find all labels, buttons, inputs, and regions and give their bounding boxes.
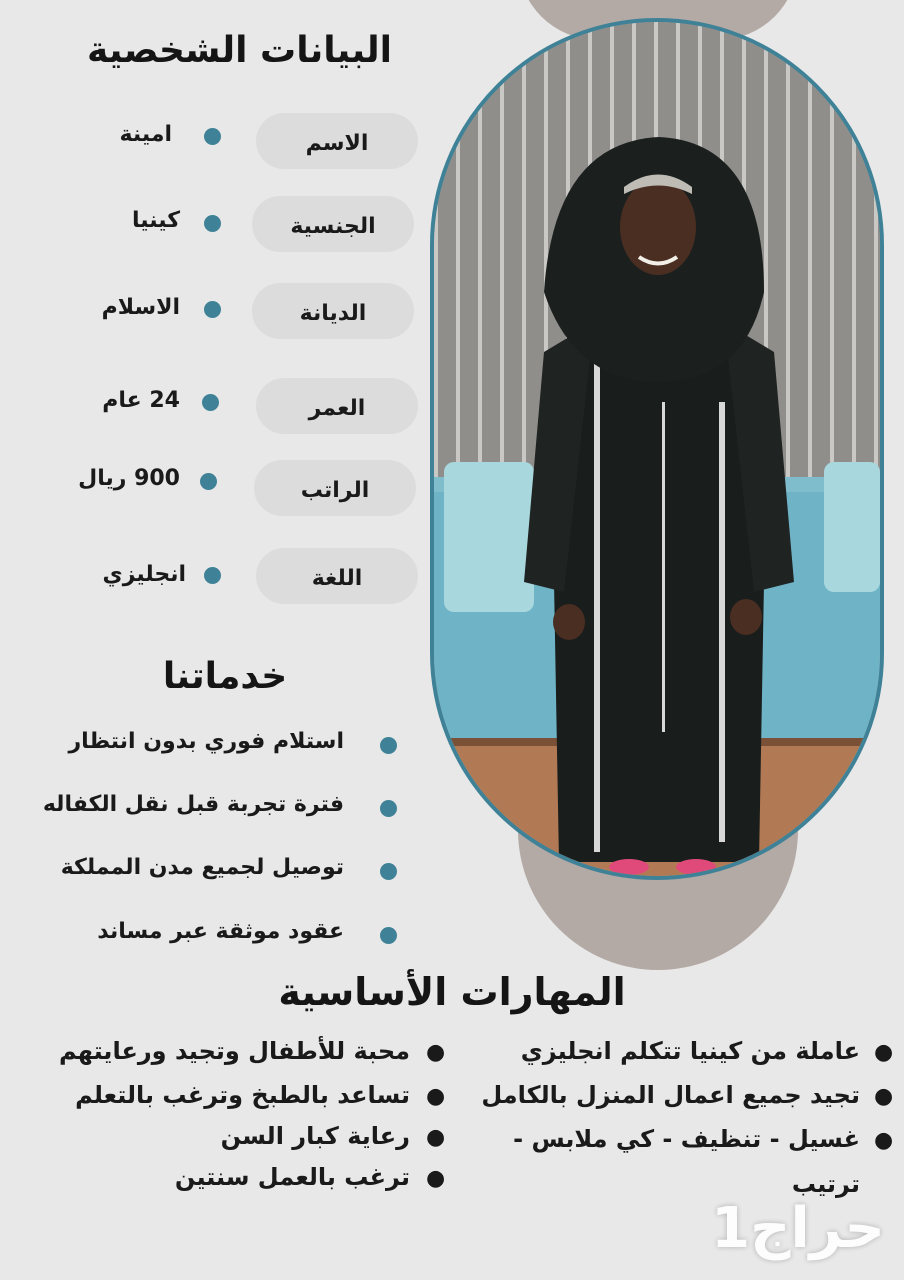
skill-text: تجيد جميع اعمال المنزل بالكامل [481,1081,860,1109]
value-name: امينة [119,122,172,147]
label-pill-language: اللغة [256,548,418,604]
value-nationality: كينيا [132,208,180,233]
label-pill-name: الاسم [256,113,418,169]
service-text: عقود موثقة عبر مساند [97,919,344,944]
bullet-dot-icon [202,394,219,411]
personal-data-title: البيانات الشخصية [87,30,392,71]
skill-text-continued: ترتيب [791,1170,860,1198]
worker-portrait-photo [434,22,880,876]
bullet-dot-icon [380,863,397,880]
skills-title: المهارات الأساسية [278,970,626,1014]
bullet-icon: ● [426,1166,446,1191]
bullet-icon: ● [426,1040,446,1065]
bullet-dot-icon [380,927,397,944]
services-title: خدماتنا [162,656,288,697]
bullet-dot-icon [200,473,217,490]
bullet-dot-icon [380,737,397,754]
bullet-icon: ● [426,1084,446,1109]
skill-text: عاملة من كينيا تتكلم انجليزي [520,1037,860,1065]
skill-text: غسيل - تنظيف - كي ملابس - [513,1125,860,1153]
bullet-icon: ● [874,1040,894,1065]
bullet-icon: ● [426,1125,446,1150]
bullet-dot-icon [204,128,221,145]
value-language: انجليزي [102,562,186,587]
value-salary: 900 ريال [78,466,180,491]
service-text: توصيل لجميع مدن المملكة [60,855,344,880]
label-pill-salary: الراتب [254,460,416,516]
bullet-icon: ● [874,1128,894,1153]
bullet-dot-icon [380,800,397,817]
bullet-dot-icon [204,215,221,232]
worker-photo [430,18,884,880]
value-age: 24 عام [102,388,180,413]
site-watermark-logo: حراج1 [711,1196,885,1261]
service-text: فترة تجربة قبل نقل الكفاله [42,792,344,817]
bullet-dot-icon [204,567,221,584]
skill-text: تساعد بالطبخ وترغب بالتعلم [75,1081,410,1109]
skill-text: محبة للأطفال وتجيد ورعايتهم [58,1037,410,1065]
skill-text: رعاية كبار السن [220,1122,410,1150]
label-pill-nationality: الجنسية [252,196,414,252]
service-text: استلام فوري بدون انتظار [68,729,344,754]
label-pill-age: العمر [256,378,418,434]
value-religion: الاسلام [101,295,180,320]
bullet-dot-icon [204,301,221,318]
label-pill-religion: الديانة [252,283,414,339]
bullet-icon: ● [874,1084,894,1109]
skill-text: ترغب بالعمل سنتين [174,1163,410,1191]
